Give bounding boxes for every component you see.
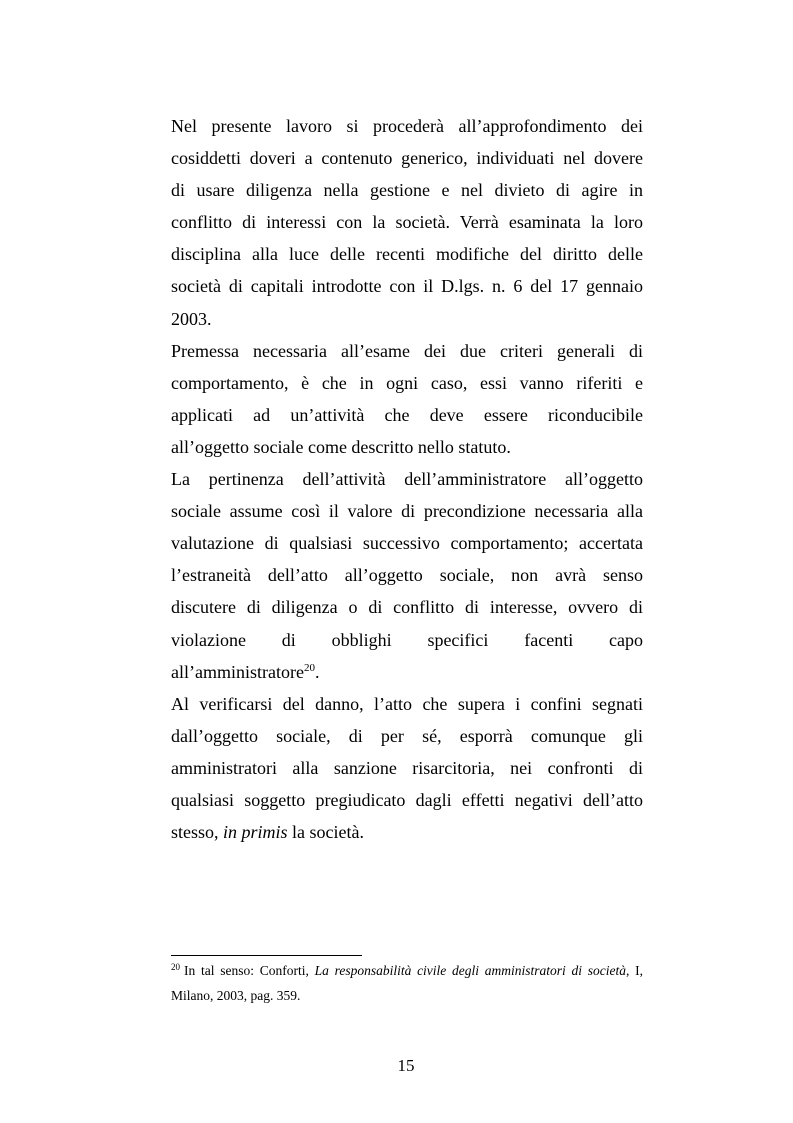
text-line: all’oggetto sociale come descritto nello statuto.	[171, 436, 511, 457]
text-line: applicati ad un’attività che deve essere riconducibile	[171, 404, 643, 425]
emphasis-text: in primis	[223, 822, 288, 843]
footnote-text: In tal senso: Conforti,	[184, 963, 315, 978]
footnote-separator	[171, 955, 362, 956]
text-line: valutazione di qualsiasi successivo comportamento; accertata	[171, 533, 643, 554]
footnote-reference[interactable]: 20	[303, 661, 315, 674]
paragraph	[171, 463, 643, 688]
text-line: sociale assume così il valore di precondizione necessaria alla	[171, 501, 643, 522]
text-line: qualsiasi soggetto pregiudicato dagli effetti negativi dell’atto	[171, 789, 643, 810]
paragraph	[171, 688, 643, 848]
footnote-line	[171, 958, 643, 983]
paragraph	[171, 110, 643, 335]
text-line: di usare diligenza nella gestione e nel divieto di agire in	[171, 180, 643, 201]
text-line	[171, 816, 643, 848]
footnote-text: , I,	[626, 963, 643, 978]
text-line: Nel presente lavoro si procederà all’approfondimento dei	[171, 116, 643, 136]
footnote-title: La responsabilità civile degli amministratori di società	[314, 963, 626, 978]
text-segment: all’amministratore	[171, 661, 304, 682]
text-line: disciplina alla luce delle recenti modifiche del diritto delle	[171, 244, 643, 265]
text-segment: .	[314, 661, 320, 682]
text-line: discutere di diligenza o di conflitto di interesse, ovvero di	[171, 597, 643, 618]
text-line: Premessa necessaria all’esame dei due criteri generali di	[171, 340, 643, 361]
text-line: società di capitali introdotte con il D.lgs. n. 6 del 17 gennaio	[171, 276, 643, 297]
footnote-line: Milano, 2003, pag. 359.	[171, 988, 301, 1003]
body-text	[171, 110, 643, 848]
text-line: violazione di obblighi specifici facenti capo	[171, 629, 643, 650]
footnote-marker: 20	[171, 962, 180, 972]
text-line	[171, 656, 643, 688]
text-line: amministratori alla sanzione risarcitoria, nei confronti di	[171, 757, 643, 778]
text-line: cosiddetti doveri a contenuto generico, individuati nel dovere	[171, 148, 643, 169]
page-number: 15	[397, 1056, 415, 1075]
text-line: La pertinenza dell’attività dell’amministratore all’oggetto	[171, 469, 643, 490]
text-line: 2003.	[171, 308, 212, 329]
text-line: comportamento, è che in ogni caso, essi vanno riferiti e	[171, 372, 643, 393]
text-line: l’estraneità dell’atto all’oggetto sociale, non avrà senso	[171, 565, 643, 586]
text-line: Al verificarsi del danno, l’atto che supera i confini segnati	[171, 693, 643, 714]
footnote	[171, 958, 643, 1008]
text-segment: stesso,	[171, 822, 224, 843]
text-line: conflitto di interessi con la società. Verrà esaminata la loro	[171, 212, 643, 233]
paragraph	[171, 335, 643, 463]
text-segment: la società.	[287, 822, 364, 843]
text-line: dall’oggetto sociale, di per sé, esporrà comunque gli	[171, 725, 643, 746]
